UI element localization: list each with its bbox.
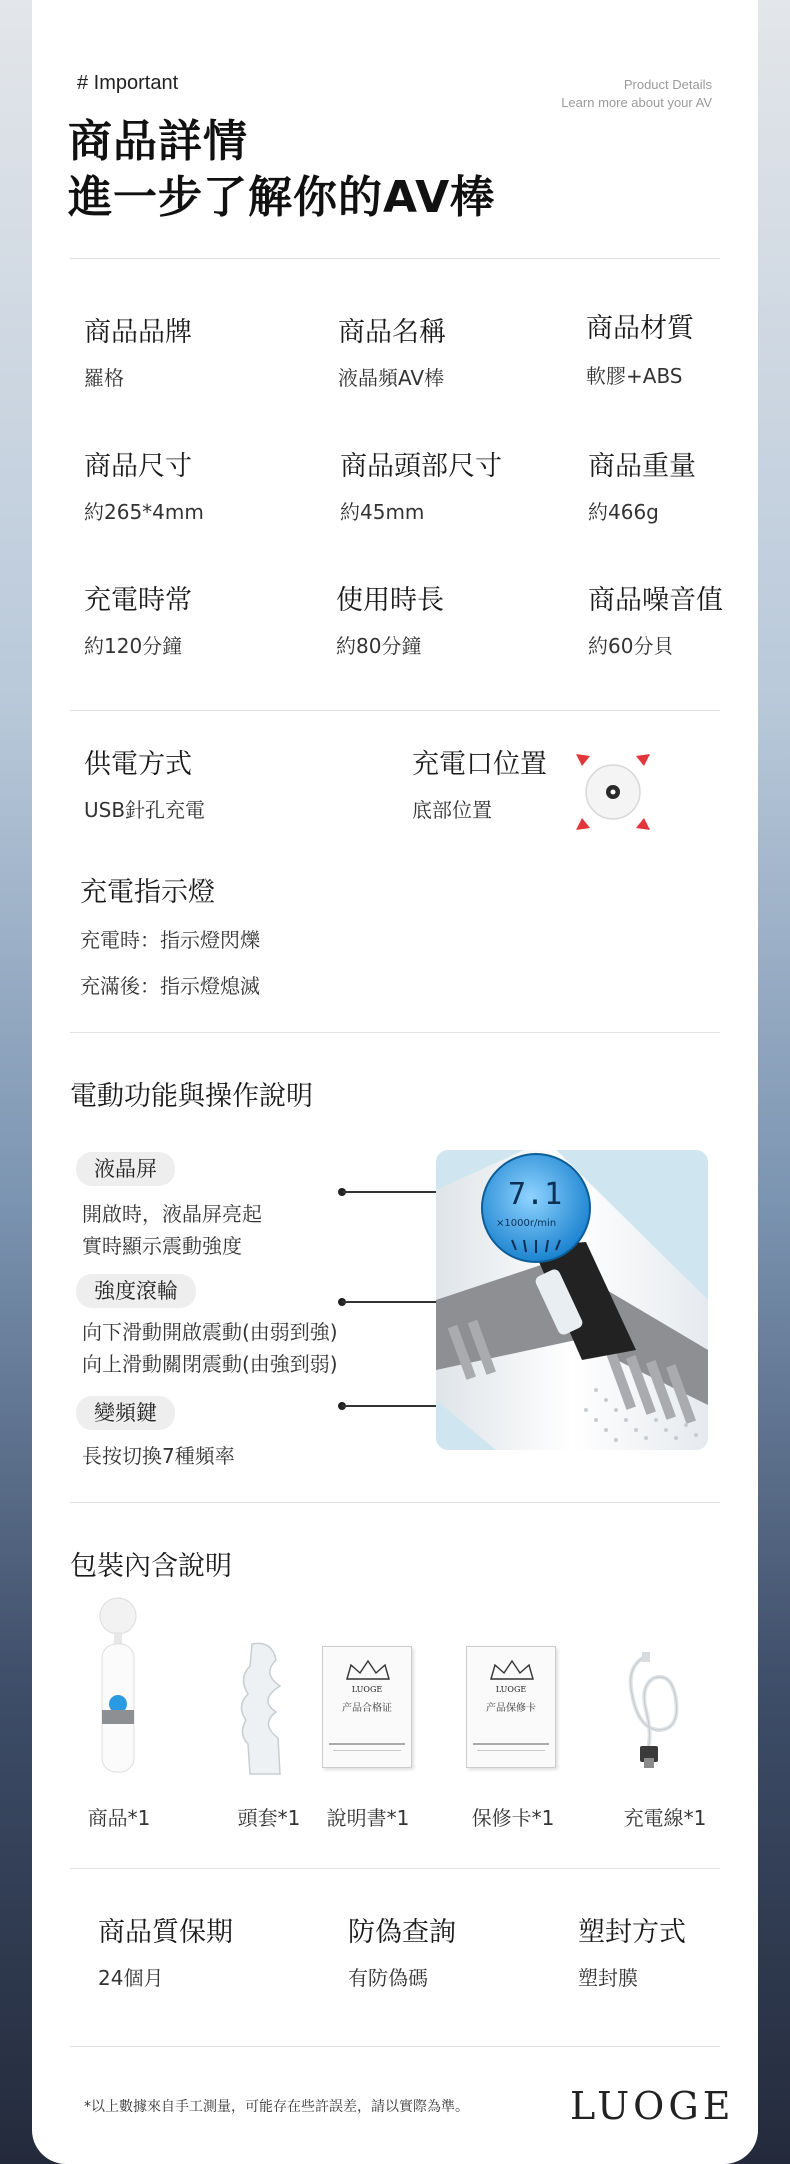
indicator-full-text: 充滿後：指示燈熄滅 — [80, 974, 260, 998]
function-desc-line: 向上滑動關閉震動(由強到弱) — [82, 1352, 338, 1376]
product-closeup-image — [436, 1150, 708, 1450]
seal-value: 塑封膜 — [578, 1966, 638, 1990]
card-brand: LUOGE — [351, 1685, 383, 1694]
card-line — [473, 1743, 549, 1745]
spec-value-charge-time: 約120分鐘 — [84, 634, 183, 658]
function-pill-lcd: 液晶屏 — [76, 1152, 175, 1186]
manual-card — [322, 1646, 412, 1768]
divider — [70, 1868, 720, 1869]
power-supply-label: 供電方式 — [84, 749, 192, 780]
warranty-value: 24個月 — [98, 1966, 164, 1990]
head-sleeve-image — [232, 1640, 296, 1776]
lcd-unit: ×1000r/min — [496, 1218, 557, 1229]
card-title: 产品合格证 — [342, 1703, 392, 1714]
spec-value-weight: 約466g — [588, 500, 659, 524]
brand-logo: LUOGE — [570, 2084, 735, 2128]
page-title — [68, 114, 495, 226]
product-details-caption — [561, 76, 712, 112]
spec-label-head-size: 商品頭部尺寸 — [340, 451, 502, 482]
indicator-label: 充電指示燈 — [80, 877, 215, 908]
spec-label-material: 商品材質 — [586, 313, 694, 344]
product-detail-card — [32, 0, 758, 2164]
title-line-1: 商品詳情 — [68, 116, 248, 167]
seal-label: 塑封方式 — [578, 1917, 686, 1948]
charging-port-value: 底部位置 — [412, 798, 492, 822]
function-desc-lcd — [82, 1198, 262, 1262]
divider — [70, 2046, 720, 2047]
functions-title: 電動功能與操作說明 — [70, 1081, 313, 1112]
spec-value-size: 約265*4mm — [84, 500, 204, 524]
package-title: 包裝內含說明 — [70, 1551, 232, 1582]
function-desc-wheel — [82, 1316, 338, 1380]
package-item-name: 保修卡*1 — [471, 1806, 555, 1830]
crown-icon — [343, 1659, 393, 1685]
usb-cable-image — [618, 1650, 690, 1770]
warranty-label: 商品質保期 — [98, 1917, 233, 1948]
title-line-2: 進一步了解你的AV棒 — [68, 172, 496, 223]
product-details-text: Product Details — [623, 77, 712, 92]
card-title: 产品保修卡 — [486, 1703, 536, 1714]
card-line — [333, 1750, 401, 1751]
anti-fake-label: 防偽查詢 — [348, 1917, 456, 1948]
package-item-name: 頭套*1 — [237, 1806, 301, 1830]
spec-label-name: 商品名稱 — [338, 317, 446, 348]
divider — [70, 1032, 720, 1033]
crown-icon — [487, 1659, 537, 1685]
spec-value-head-size: 約45mm — [340, 500, 425, 524]
function-desc-line: 開啟時，液晶屏亮起 — [82, 1202, 262, 1226]
anti-fake-value: 有防偽碼 — [348, 1966, 428, 1990]
function-pill-wheel: 強度滾輪 — [76, 1274, 196, 1308]
function-pill-frequency: 變頻鍵 — [76, 1396, 175, 1430]
card-line — [329, 1743, 405, 1745]
spec-value-brand: 羅格 — [84, 366, 124, 390]
spec-value-use-time: 約80分鐘 — [336, 634, 422, 658]
learn-more-text: Learn more about your AV — [561, 95, 712, 110]
function-desc-line: 向下滑動開啟震動(由弱到強) — [82, 1320, 338, 1344]
spec-label-use-time: 使用時長 — [336, 585, 444, 616]
spec-label-charge-time: 充電時常 — [84, 585, 192, 616]
function-desc-line: 實時顯示震動強度 — [82, 1234, 242, 1258]
spec-label-weight: 商品重量 — [588, 451, 696, 482]
important-tag: # Important — [77, 72, 179, 94]
spec-label-brand: 商品品牌 — [84, 317, 192, 348]
power-supply-value: USB針孔充電 — [84, 798, 206, 822]
warranty-card — [466, 1646, 556, 1768]
spec-label-size: 商品尺寸 — [84, 451, 192, 482]
product-wand-image — [88, 1596, 148, 1776]
lcd-value: 7.1 — [508, 1177, 563, 1212]
footnote: *以上數據來自手工測量，可能存在些許誤差，請以實際為準。 — [84, 2099, 469, 2115]
spec-label-noise: 商品噪音值 — [588, 585, 723, 616]
divider — [70, 258, 720, 259]
charging-port-label: 充電口位置 — [412, 749, 547, 780]
package-item-name: 說明書*1 — [326, 1806, 410, 1830]
divider — [70, 710, 720, 711]
spec-value-noise: 約60分貝 — [588, 634, 674, 658]
indicator-charging-text: 充電時：指示燈閃爍 — [80, 928, 260, 952]
product-closeup-svg — [436, 1150, 708, 1450]
spec-value-material: 軟膠+ABS — [586, 364, 683, 388]
spec-value-name: 液晶頻AV棒 — [338, 366, 445, 390]
package-item-name: 商品*1 — [87, 1806, 151, 1830]
divider — [70, 1502, 720, 1503]
card-brand: LUOGE — [495, 1685, 527, 1694]
card-line — [477, 1750, 545, 1751]
function-desc-line: 長按切換7種頻率 — [82, 1444, 235, 1468]
package-item-name: 充電線*1 — [623, 1806, 707, 1830]
function-desc-frequency — [82, 1440, 235, 1472]
charging-port-icon — [570, 748, 656, 836]
